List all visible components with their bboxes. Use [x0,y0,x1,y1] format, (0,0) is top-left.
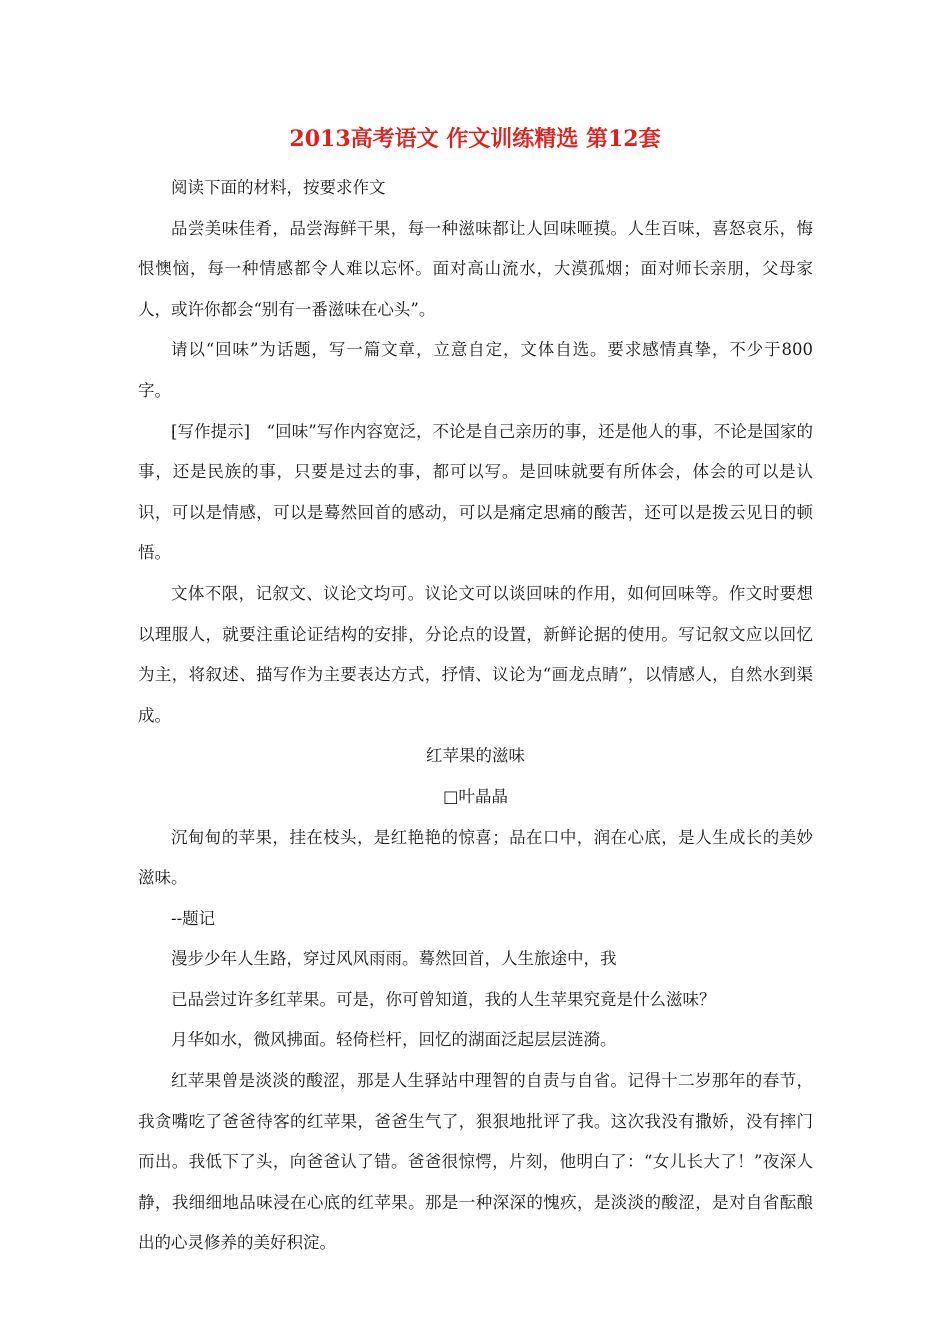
writing-tips: [写作提示] “回味”写作内容宽泛，不论是自己亲历的事，还是他人的事，不论是国家的事，还是民族的事，只要是过去的事，都可以写。是回味就要有所体会，体会的可以是认识，可以是情感，可以是蓦然回首的感动，可以是痛定思痛的酸苦，还可以是拨云见日的顿悟。 [138,421,813,563]
essay-epigraph-label: --题记 [171,908,216,928]
essay-epigraph: 沉甸甸的苹果，挂在枝头，是红艳艳的惊喜；品在口中，润在心底，是人生成长的美妙滋味。 [138,827,813,888]
essay-paragraph: 红苹果曾是淡淡的酸涩，那是人生驿站中理智的自责与自省。记得十二岁那年的春节，我贪嘴吃了爸爸待客的红苹果，爸爸生气了，狠狠地批评了我。这次我没有撒娇，没有摔门而出。我低下了头，向爸爸认了错。爸爸很惊愕，片刻，他明白了：“女儿长大了！”夜深人静，我细细地品味浸在心底的红苹果。那是一种深深的愧疚，是淡淡的酸涩，是对自省酝酿出的心灵修养的美好积淀。 [138,1071,813,1253]
essay-paragraph: 月华如水，微风拂面。轻倚栏杆，回忆的湖面泛起层层涟漪。 [171,1030,617,1050]
essay-title: 红苹果的滋味 [426,746,525,766]
essay-paragraph: 已品尝过许多红苹果。可是，你可曾知道，我的人生苹果究竟是什么滋味？ [171,989,716,1009]
writing-tips-genre: 文体不限，记叙文、议论文均可。议论文可以谈回味的作用，如何回味等。作文时要想以理服人，就要注重论证结构的安排，分论点的设置，新鲜论据的使用。写记叙文应以回忆为主，将叙述、描写作为主要表达方式，抒情、议论为“画龙点睛”，以情感人，自然水到渠成。 [138,583,813,725]
essay-author: □叶晶晶 [442,786,509,806]
prompt-requirement: 请以“回味”为话题，写一篇文章，立意自定，文体自选。要求感情真挚，不少于800字。 [138,340,813,400]
prompt-material: 品尝美味佳肴，品尝海鲜干果，每一种滋味都让人回味咂摸。人生百味，喜怒哀乐，悔恨懊恼，每一种情感都令人难以忘怀。面对高山流水，大漠孤烟；面对师长亲朋，父母家人，或许你都会“别有一番滋味在心头”。 [138,218,813,319]
prompt-instruction: 阅读下面的材料，按要求作文 [171,178,386,197]
document-title: 2013高考语文 作文训练精选 第12套 [289,126,661,152]
essay-paragraph: 漫步少年人生路，穿过风风雨雨。蓦然回首，人生旅途中，我 [171,949,617,969]
document-body [138,168,813,1264]
